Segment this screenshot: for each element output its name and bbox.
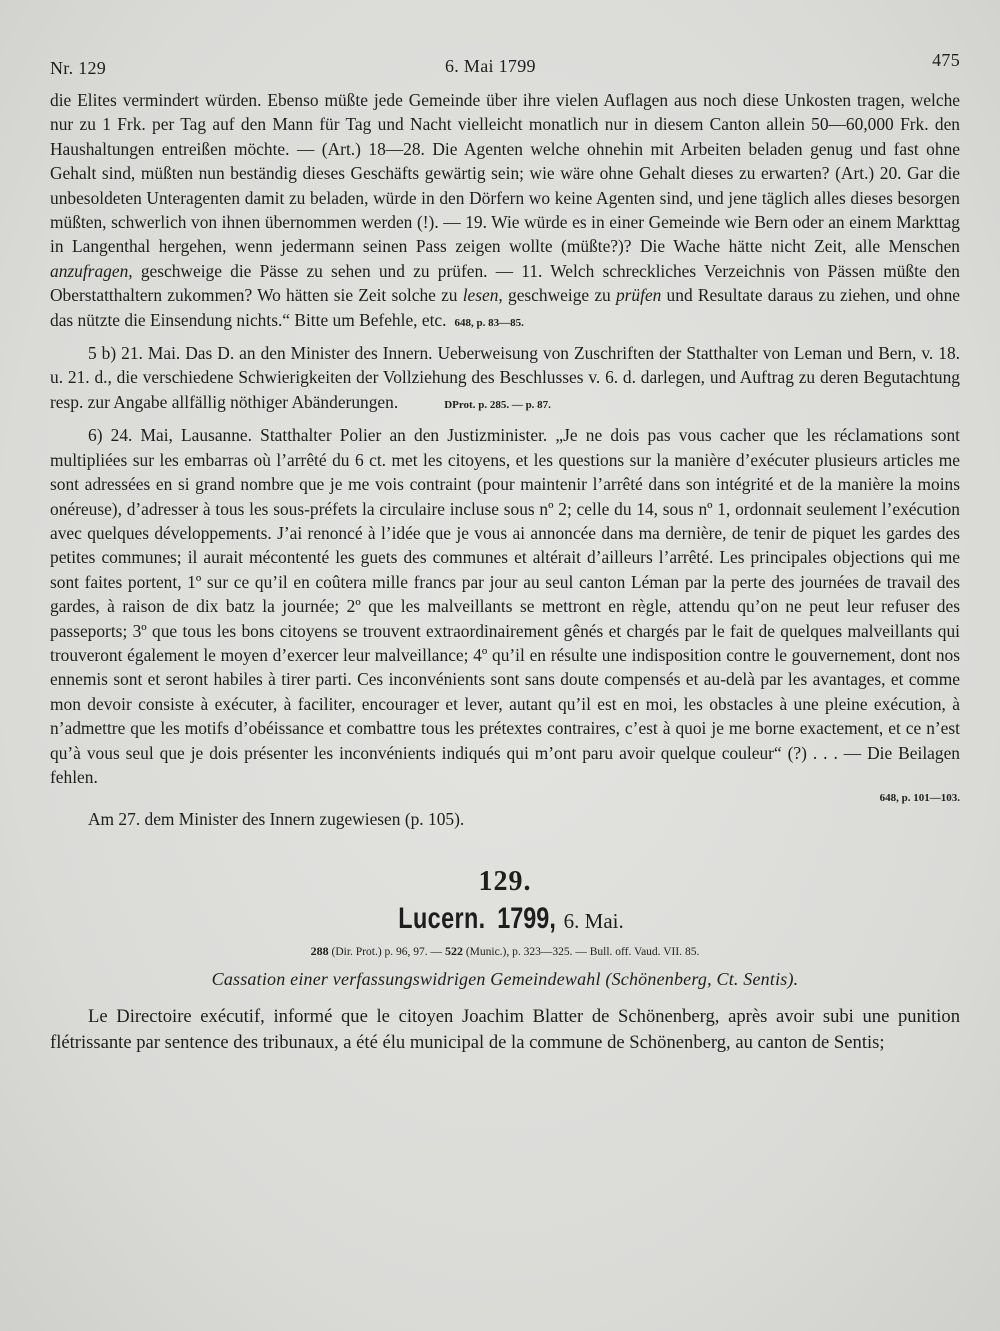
source-text: (Munic.), p. 323—325. — Bull. off. Vaud. VII. 85. <box>462 945 700 958</box>
source-reference: 648, p. 83—85. <box>454 316 524 329</box>
emphasis: lesen, <box>462 285 503 306</box>
source-number: 288 <box>310 943 329 958</box>
text-run: geschweige zu <box>502 285 616 306</box>
running-head <box>50 48 960 88</box>
date-header: 6. Mai 1799 <box>445 56 536 76</box>
year: 1799, <box>497 901 557 935</box>
document-number: 129. <box>478 865 532 897</box>
document-place-date <box>50 902 960 936</box>
paragraph-referral: Am 27. dem Minister des Innern zugewiesen (p. 105). <box>88 809 465 830</box>
decree-text: Le Directoire exécutif, informé que le citoyen Joachim Blatter de Schönenberg, après avoir subi une punition flétrissante par sentence des tribunaux, a été élu municipal de la commune de Schönenberg, au canton de Sentis; <box>50 1005 960 1053</box>
emphasis: anzufragen, <box>50 260 133 281</box>
document-number-header: Nr. 129 <box>50 58 107 78</box>
text-run: 6) 24. Mai, Lausanne. Statthalter Polier an den Justizminister. „Je ne dois pas vous cacher que les réclamations sont multipliées sur les embarras où l’arrêté du 6 ct. met les citoyens, et les questions sur la manière d’exécuter plusieurs articles me sont adressées en si grand nombre que je me vois contraint (pour maintenir l’arrêté dans son intégrité et de la manière la moins onéreuse), d’adresser à tous les sous-préfets la circulaire incluse sous nº 2; celle du 14, sous nº 1, ordonnait seulement l’exécution avec quelques développements. J’ai renoncé à l’idée que je vous ai annoncée dans ma dernière, de tenir de piquet les gardes des petites communes; il aurait mécontenté les guets des communes et altérait d’ailleurs l’arrêté. Les principales objections qui me sont faites portent, 1º sur ce qu’il en coûtera mille francs par jour au seul canton Léman par la perte des journées de travail des gardes, à raison de dix batz la journée; 2º que les malveillants se mettront en règle, attendu qu’on ne peut leur refuser des passeports; 3º que tous les bons citoyens se trouvent extraordinairement gênés et chargés par le fait de quelques malveillants qui trouveront également le moyen d’exercer leur malveillance; 4º qu’il en résulte une indisposition contre le gouvernement, dont nos ennemis sont et seront habiles à tirer parti. Ces inconvénients sont sans doute compensés et au-delà par les avantages, et comme mon devoir consiste à exécuter, à faciliter, encourager et lever, autant qu’il est en moi, les obstacles à une pleine exécution, à n’admettre que les motifs d’obéissance et combattre tous les prétextes contraires, c’est à quoi je me borne exactement, et ce n’est qu’à vous seul que je dois présenter les inconvénients indiqués qui m’ont paru avoir quelque couleur“ (?) . . . — Die Beilagen fehlen. <box>50 425 960 787</box>
paragraph-continued <box>50 88 960 335</box>
body-text <box>50 88 960 832</box>
text-run: die Elites vermindert würden. Ebenso müßte jede Gemeinde über ihre vielen Auflagen aus noch diese Unkosten tragen, welche nur zu 1 Frk. per Tag auf den Mann für Tag und Nacht vielleicht monatlich nur in diesem Canton allein 50—60,000 Frk. den Haushaltungen entreißen möchte. — (Art.) 18—28. Die Agenten welche ohnehin mit Arbeiten beladen genug und fast ohne Gehalt sind, müßten nun beständig dieses Geschäfts gewärtig sein; wie wäre ohne Gehalt dieses zu erwarten? (Art.) 20. Gar die unbesoldeten Unteragenten damit zu beladen, würde in den Dörfern wo keine Agenten sind, und jene täglich alles dieses besorgen müßten, schwerlich von ihnen übernommen werden (!). — 19. Wie würde es in einer Gemeinde wie Bern oder an einem Markttag in Langenthal hergehen, wenn jedermann seinen Pass zeigen wollte (müßte?)? Die Wache hätte nicht Zeit, alle Menschen <box>50 90 960 257</box>
day: 6. Mai. <box>563 908 624 933</box>
page-number: 475 <box>932 50 960 70</box>
source-text: (Dir. Prot.) p. 96, 97. — <box>328 945 445 958</box>
document-sources <box>50 944 960 959</box>
source-number: 522 <box>444 943 463 958</box>
text-run: geschweige die Pässe zu sehen und zu prüfen. — 11. Welch schreckliches Verzeichnis von Pässen müßte den Oberstatthaltern zukommen? Wo hätten sie Zeit solche zu <box>50 260 960 306</box>
text-run: und Resultate daraus zu ziehen, und ohne das nützte die Einsendung nichts.“ Bitte um Befehle, etc. <box>50 285 960 330</box>
source-reference: DProt. p. 285. — p. 87. <box>444 398 551 411</box>
text-run: 5 b) 21. Mai. Das D. an den Minister des Innern. Ueberweisung von Zuschriften der Statthalter von Leman und Bern, v. 18. u. 21. d., die verschiedene Schwierigkeiten der Vollziehung des Beschlusses v. 6. d. darlegen, und Auftrag zu deren Begutachtung resp. zur Angabe allfällig nöthiger Abänderungen. <box>50 343 960 412</box>
document-subject: Cassation einer verfassungswidrigen Gemeindewahl (Schönenberg, Ct. Sentis). <box>211 968 799 989</box>
source-reference: 648, p. 101—103. <box>879 792 960 805</box>
emphasis: prüfen <box>615 285 662 306</box>
place-name: Lucern. <box>398 901 486 935</box>
paragraph-6 <box>50 423 960 789</box>
paragraph-5b <box>50 341 960 417</box>
